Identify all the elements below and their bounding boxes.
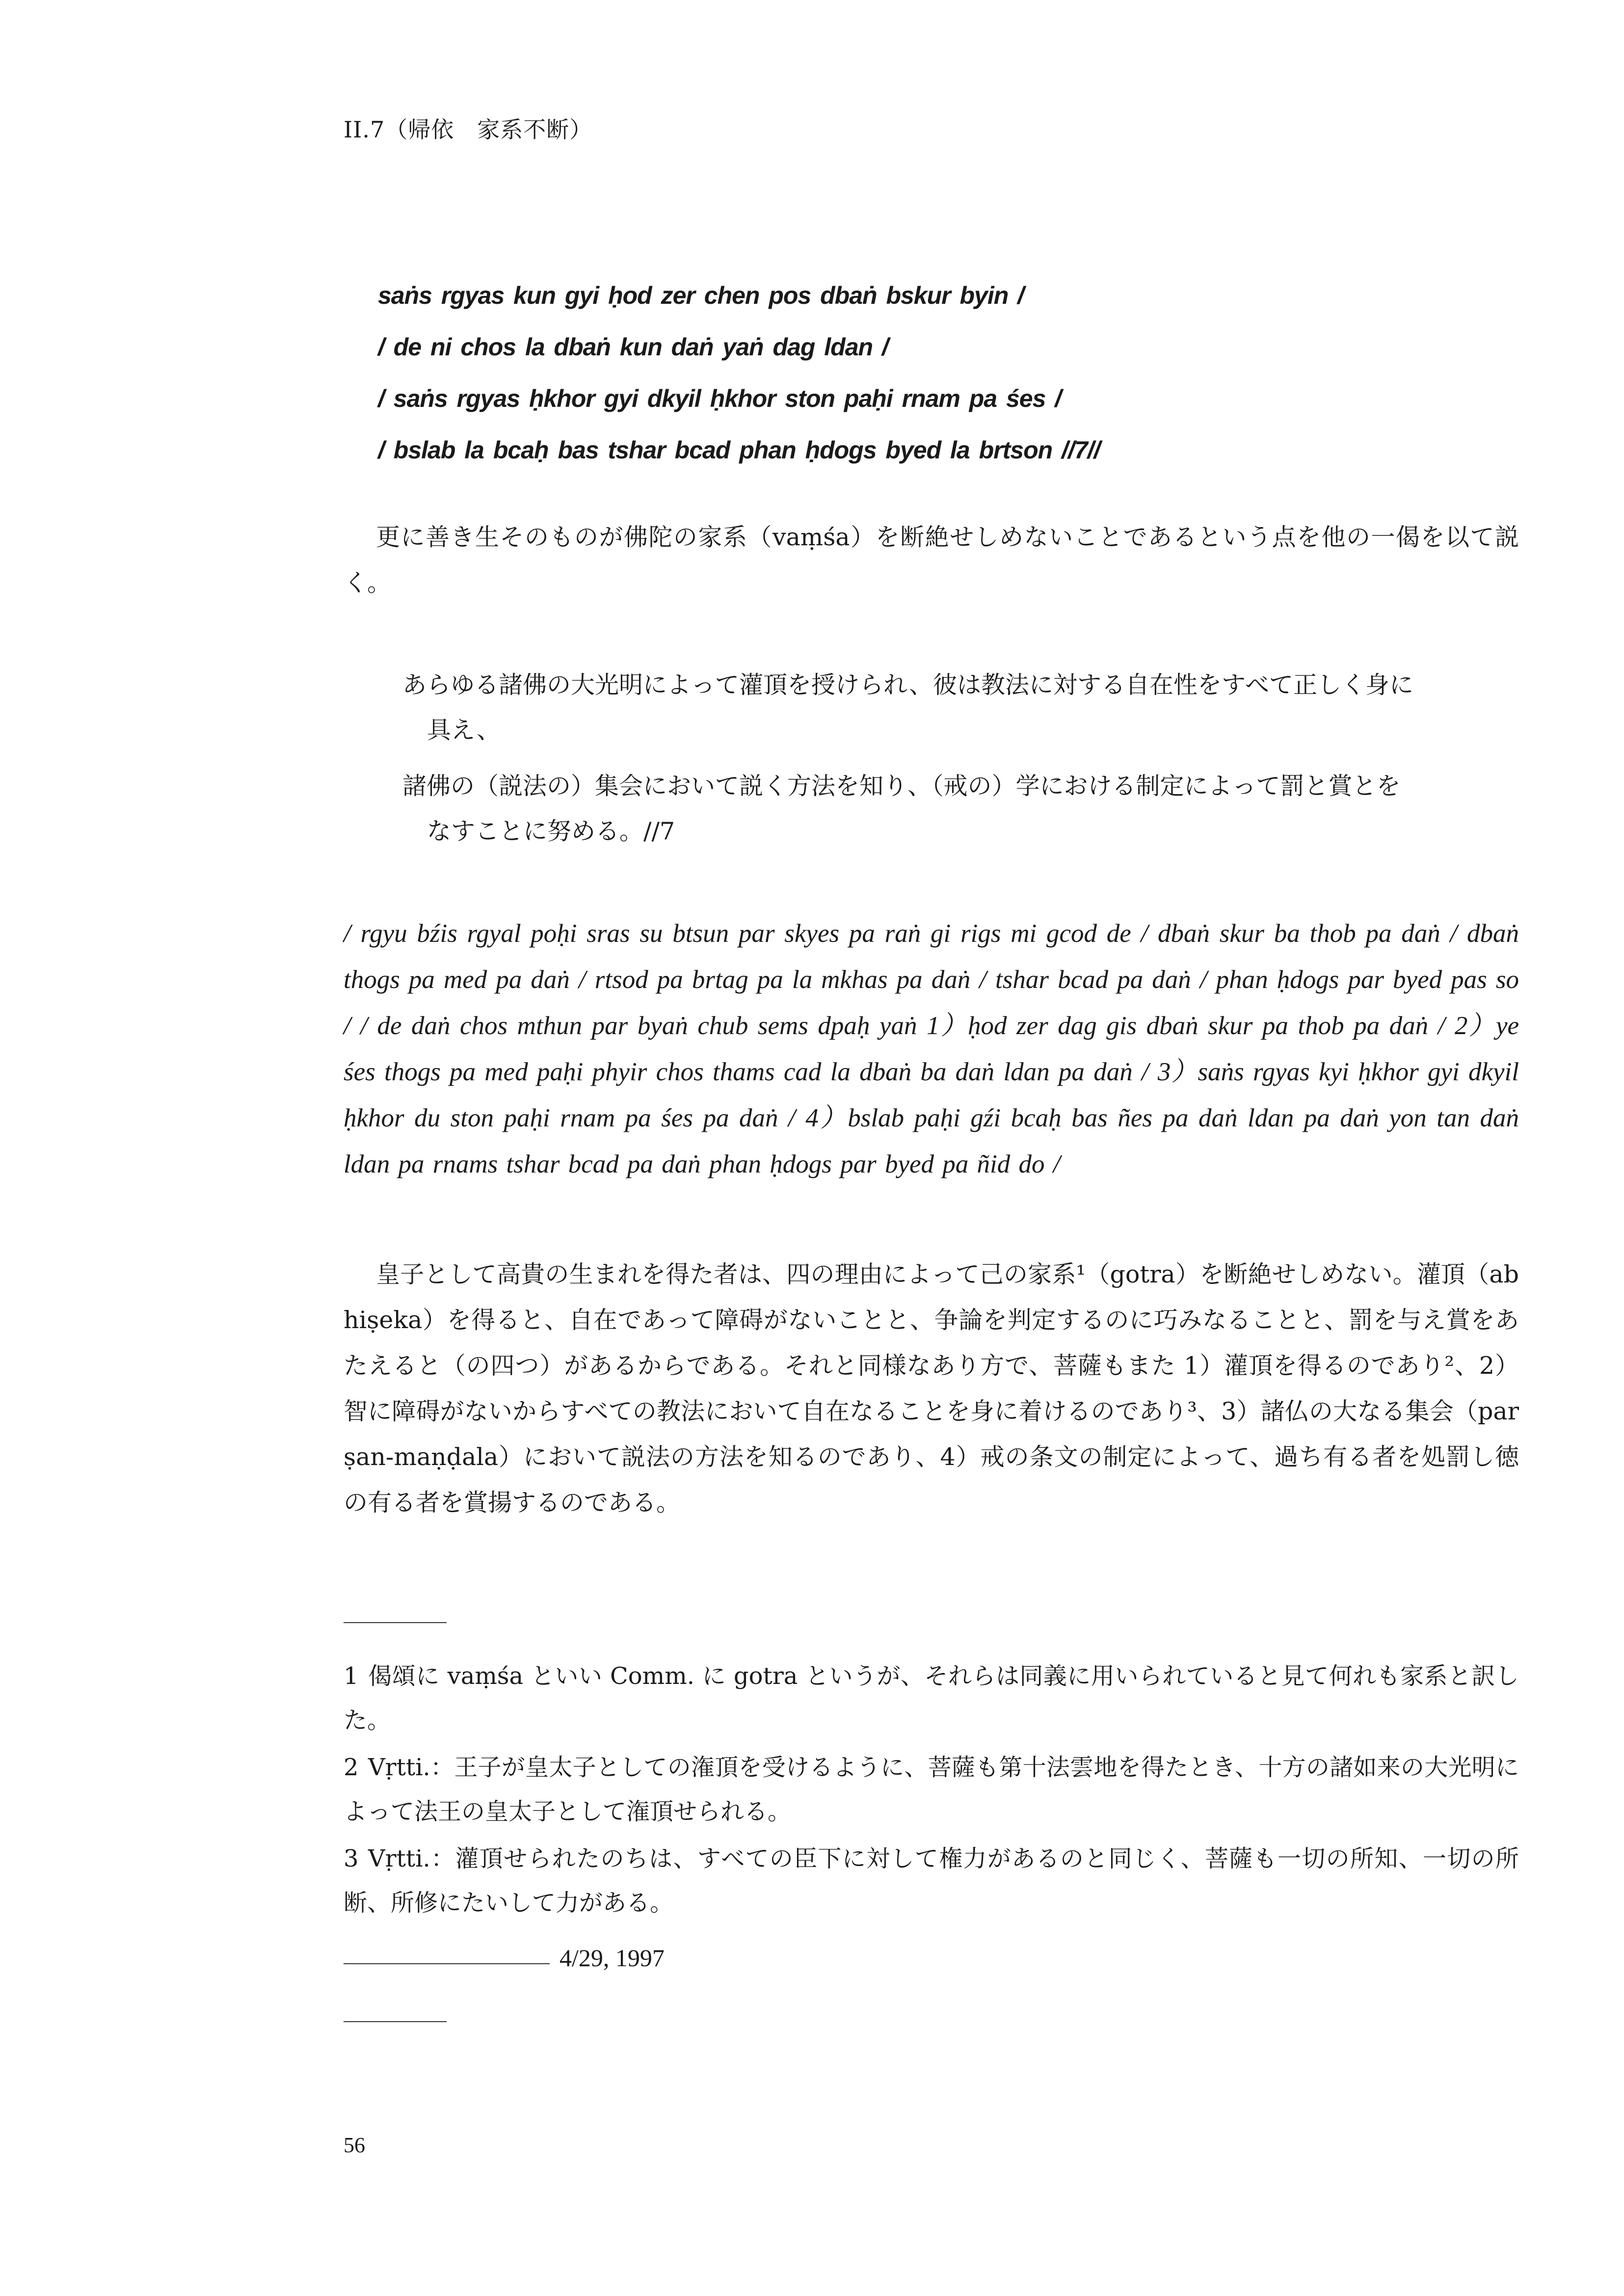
footnotes: [344, 1654, 1519, 1928]
translation-line-continued: なすことに努める。//7: [427, 817, 675, 845]
section-header: II.7（帰依 家系不断）: [344, 116, 593, 143]
verse-line: / de ni chos la dbaṅ kun daṅ yaṅ dag ldan /: [378, 333, 888, 361]
footnote-number: 1: [344, 1662, 359, 1690]
translation-line: 諸佛の（説法の）集会において説く方法を知り、（戒の）学における制定によって罰と賞とを: [402, 772, 1401, 800]
footnote-number: 3: [344, 1845, 359, 1872]
footnote-text: 偈頌に vaṃśa といい Comm. に gotra というが、それらは同義に用いられていると見て何れも家系と訳した。: [344, 1662, 1519, 1734]
tibetan-commentary: / rgyu bźis rgyal poḥi sras su btsun par skyes pa raṅ gi rigs mi gcod de / dbaṅ skur ba thob pa daṅ / dbaṅ thogs pa med pa daṅ / rtsod pa brtag pa la mkhas pa daṅ / tshar bcad pa daṅ / phan ḥdogs par byed pas so / / de daṅ chos mthun par byaṅ chub sems dpaḥ yaṅ 1）ḥod zer dag gis dbaṅ skur pa thob pa daṅ / 2）ye śes thogs pa med paḥi phyir chos thams cad la dbaṅ ba daṅ ldan pa daṅ / 3）saṅs rgyas kyi ḥkhor gyi dkyil ḥkhor du ston paḥi rnam pa śes pa daṅ / 4）bslab paḥi gźi bcaḥ bas ñes pa daṅ ldan pa daṅ yon tan daṅ ldan pa rnams tshar bcad pa daṅ phan ḥdogs par byed pa ñid do /: [344, 919, 1519, 1178]
translation-line-continued: 具え、: [427, 716, 501, 744]
end-divider: [344, 2021, 447, 2022]
footnote-text: Vṛtti.：王子が皇太子としての潅頂を受けるように、菩薩も第十法雲地を得たとき、十方の諸如来の大光明によって法王の皇太子として潅頂せられる。: [344, 1754, 1519, 1825]
tibetan-verse: [378, 270, 1556, 476]
date-stamp: 4/29, 1997: [559, 1944, 665, 1972]
verse-translation-2: [402, 764, 1521, 854]
footnote-number: 2: [344, 1754, 359, 1781]
verse-translation-1: [402, 663, 1521, 753]
footnote: [344, 1837, 1519, 1925]
footnote: [344, 1745, 1519, 1834]
verse-line: / saṅs rgyas ḥkhor gyi dkyil ḥkhor ston paḥi rnam pa śes /: [378, 385, 1062, 412]
intro-paragraph: 更に善き生そのものが佛陀の家系（vaṃśa）を断絶せしめないことであるという点を他の一偈を以て説く。: [344, 523, 1519, 597]
footnote-divider: [344, 1622, 447, 1623]
verse-line: saṅs rgyas kun gyi ḥod zer chen pos dbaṅ bskur byin /: [378, 282, 1024, 309]
main-paragraph: 皇子として高貴の生まれを得た者は、四の理由によって己の家系¹（gotra）を断絶せしめない。灌頂（abhiṣeka）を得ると、自在であって障碍がないことと、争論を判定するのに巧みなることと、罰を与え賞をあたえると（の四つ）があるからである。それと同様なあり方で、菩薩もまた 1）灌頂を得るのであり²、2）智に障碍がないからすべての教法において自在なることを身に着けるのであり³、3）諸仏の大なる集会（parṣan-maṇḍala）において説法の方法を知るのであり、4）戒の条文の制定によって、過ち有る者を処罰し徳の有る者を賞揚するのである。: [344, 1260, 1519, 1517]
footnote-text: Vṛtti.：灌頂せられたのちは、すべての臣下に対して権力があるのと同じく、菩薩も一切の所知、一切の所断、所修にたいして力がある。: [344, 1845, 1519, 1917]
date-rule: [344, 1963, 550, 1964]
page-number: 56: [344, 2133, 365, 2157]
footnote: [344, 1654, 1519, 1742]
verse-line: / bslab la bcaḥ bas tshar bcad phan ḥdogs byed la brtson //7//: [378, 436, 1100, 464]
translation-line: あらゆる諸佛の大光明によって灌頂を授けられ、彼は教法に対する自在性をすべて正しく身に: [402, 671, 1413, 699]
